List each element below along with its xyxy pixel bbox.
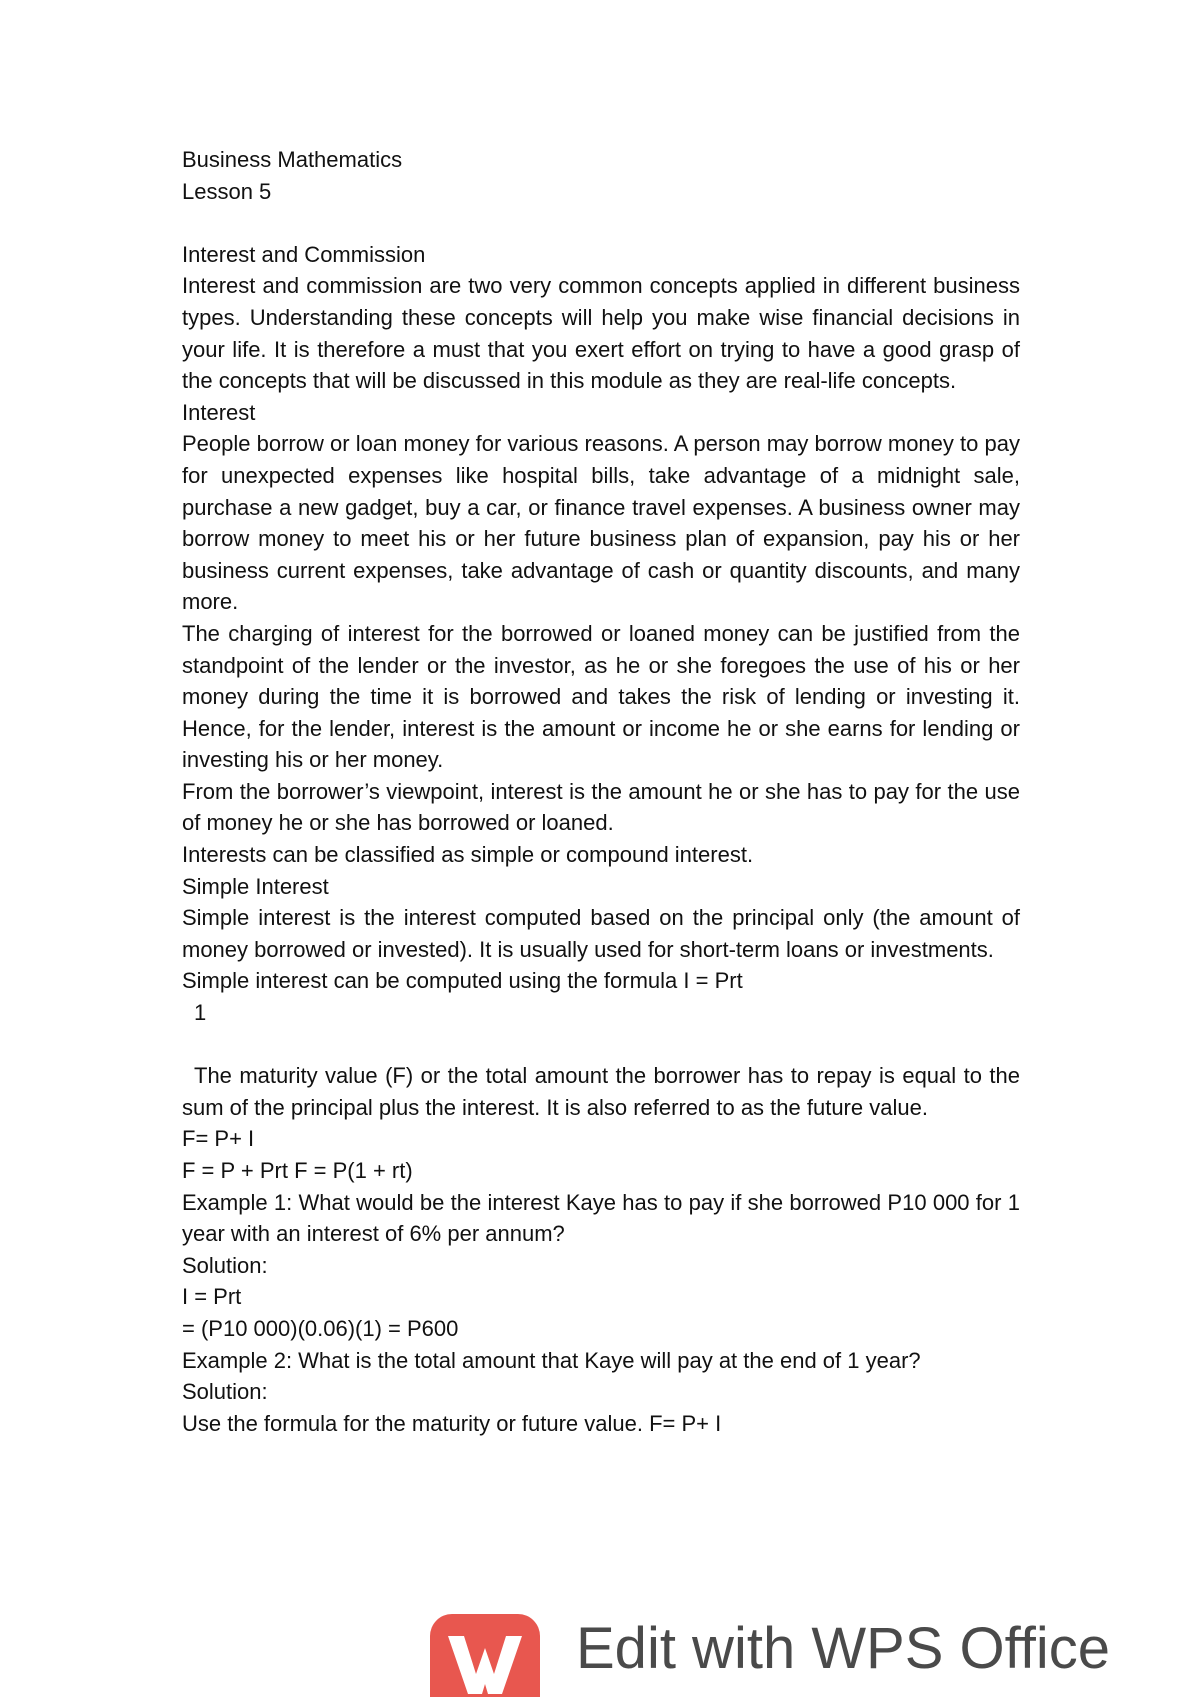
simple-interest-paragraph: Simple interest is the interest computed based on the principal only (the amount of money borrowed or invested). It is usually used for short-term loans or investments. <box>182 905 1020 962</box>
wps-office-logo-icon <box>430 1614 540 1697</box>
interest-paragraph-2: The charging of interest for the borrowed or loaned money can be justified from the standpoint of the lender or the investor, as he or she foregoes the use of his or her money during the time it is borrowed and takes the risk of lending or investing it. Hence, for the lender, interest is the amount or income he or she earns for lending or investing his or her money. <box>182 620 1020 773</box>
blank-line <box>182 1029 1020 1061</box>
formula-future-value: F= P+ I <box>182 1126 255 1152</box>
solution-label-1: Solution: <box>182 1252 268 1278</box>
wps-footer-banner[interactable] <box>430 1612 1130 1697</box>
interest-paragraph-3: From the borrower’s viewpoint, interest is the amount he or she has to pay for the use of money he or she has borrowed or loaned. <box>182 778 1020 836</box>
solution-2-line-1: Use the formula for the maturity or future value. F= P+ I <box>182 1410 722 1436</box>
solution-1-line-1: I = Prt <box>182 1284 242 1310</box>
blank-line <box>182 207 1020 239</box>
wps-w-glyph-icon <box>444 1628 526 1697</box>
interest-heading: Interest <box>182 399 256 425</box>
solution-1-line-2: = (P10 000)(0.06)(1) = P600 <box>182 1315 459 1341</box>
document-body <box>182 144 1020 1439</box>
example-1: Example 1: What would be the interest Kaye has to pay if she borrowed P10 000 for 1 year with an interest of 6% per annum? <box>182 1189 1020 1247</box>
section-title: Interest and Commission <box>182 241 426 267</box>
simple-interest-formula-line: Simple interest can be computed using the formula I = Prt <box>182 968 743 994</box>
formula-expanded: F = P + Prt F = P(1 + rt) <box>182 1158 413 1183</box>
interest-paragraph-4: Interests can be classified as simple or compound interest. <box>182 842 754 868</box>
maturity-paragraph: The maturity value (F) or the total amount the borrower has to repay is equal to the sum of the principal plus the interest. It is also referred to as the future value. <box>182 1063 1020 1120</box>
solution-label-2: Solution: <box>182 1379 268 1405</box>
interest-paragraph-1: People borrow or loan money for various reasons. A person may borrow money to pay for unexpected expenses like hospital bills, take advantage of a midnight sale, purchase a new gadget, buy a car, or finance travel expenses. A business owner may borrow money to meet his or her future business plan of expansion, pay his or her business current expenses, take advantage of cash or quantity discounts, and many more. <box>182 431 1020 615</box>
example-2: Example 2: What is the total amount that Kaye will pay at the end of 1 year? <box>182 1347 921 1373</box>
lesson-number: Lesson 5 <box>182 178 272 204</box>
wps-brand-text: Edit with WPS Office <box>576 1616 1110 1681</box>
document-subject: Business Mathematics <box>182 147 403 172</box>
intro-paragraph: Interest and commission are two very common concepts applied in different business types. Understanding these concepts will help you make wise financial decisions in your life. It is therefore a must that you exert effort on trying to have a good grasp of the concepts that will be discussed in this module as they are real-life concepts. <box>182 273 1020 394</box>
simple-interest-heading: Simple Interest <box>182 873 329 899</box>
page-number: 1 <box>194 1000 207 1026</box>
